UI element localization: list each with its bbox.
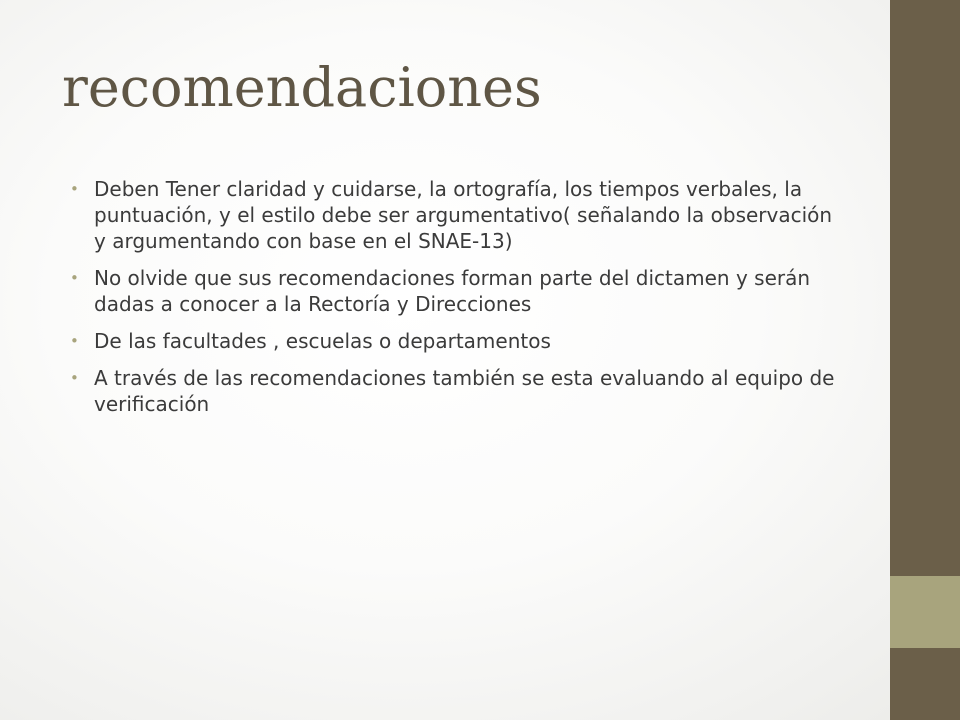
bullet-dot-icon: • xyxy=(70,269,79,287)
sidebar-dark-bottom-block xyxy=(890,648,960,720)
sidebar-light-accent-block xyxy=(890,576,960,648)
sidebar-dark-top-block xyxy=(890,0,960,576)
bullet-item xyxy=(70,328,850,354)
bullet-text: De las facultades , escuelas o departamentos xyxy=(94,329,551,353)
bullet-item xyxy=(70,176,850,254)
bullet-dot-icon: • xyxy=(70,369,79,387)
bullet-text: No olvide que sus recomendaciones forman parte del dictamen y serán dadas a conocer a la Rectoría y Direcciones xyxy=(94,266,811,316)
bullet-text: A través de las recomendaciones también se esta evaluando al equipo de verificación xyxy=(94,366,835,416)
bullet-dot-icon: • xyxy=(70,180,79,198)
bullet-list xyxy=(70,176,850,428)
bullet-item xyxy=(70,265,850,317)
slide-title: recomendaciones xyxy=(62,56,542,119)
bullet-text: Deben Tener claridad y cuidarse, la ortografía, los tiempos verbales, la puntuación, y el estilo debe ser argumentativo( señalando la observación y argumentando con base en el SNAE-13) xyxy=(94,177,833,253)
bullet-dot-icon: • xyxy=(70,332,79,350)
bullet-item xyxy=(70,365,850,417)
